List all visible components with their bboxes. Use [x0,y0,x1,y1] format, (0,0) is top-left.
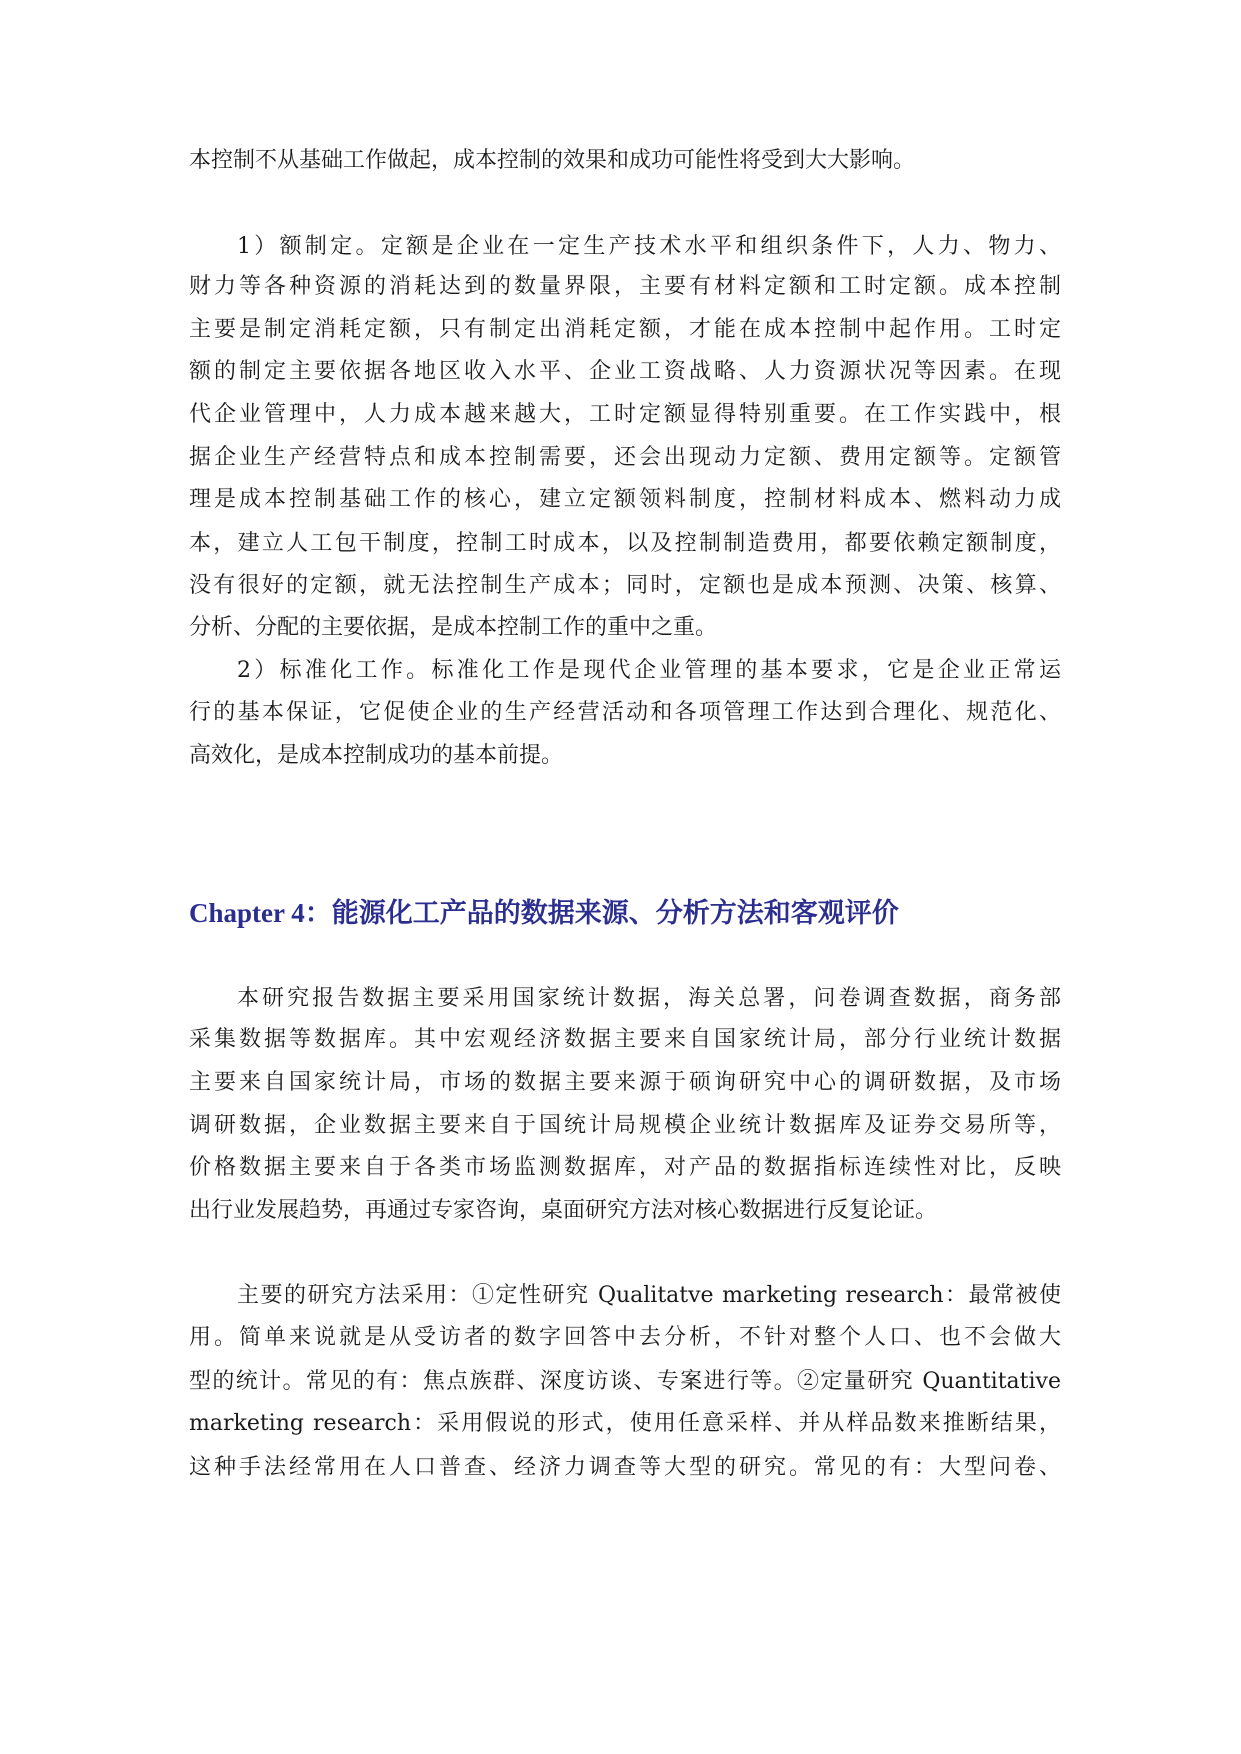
paragraph-line: 高效化，是成本控制成功的基本前提。 [189,743,564,768]
chapter-number: Chapter 4： [189,898,332,928]
paragraph-line: 出行业发展趋势，再通过专家咨询，桌面研究方法对核心数据进行反复论证。 [189,1198,938,1223]
paragraph-line: 本，建立人工包干制度，控制工时成本，以及控制制造费用，都要依赖定额制度， [189,531,1061,556]
paragraph-line: 这种手法经常用在人口普查、经济力调查等大型的研究。常见的有：大型问卷、 [189,1455,1061,1480]
paragraph-line: 型的统计。常见的有：焦点族群、深度访谈、专案进行等。②定量研究 Quantitative [189,1369,1061,1394]
paragraph-line: 主要来自国家统计局，市场的数据主要来源于硕询研究中心的调研数据，及市场 [189,1070,1061,1095]
paragraph-line: 据企业生产经营特点和成本控制需要，还会出现动力定额、费用定额等。定额管 [189,445,1061,470]
paragraph-line: 没有很好的定额，就无法控制生产成本；同时，定额也是成本预测、决策、核算、 [189,573,1061,598]
paragraph-line: 行的基本保证，它促使企业的生产经营活动和各项管理工作达到合理化、规范化、 [189,700,1061,725]
paragraph-line: 代企业管理中，人力成本越来越大，工时定额显得特别重要。在工作实践中，根 [189,402,1061,427]
paragraph-line: 价格数据主要来自于各类市场监测数据库，对产品的数据指标连续性对比，反映 [189,1155,1061,1180]
paragraph-line: 采集数据等数据库。其中宏观经济数据主要来自国家统计局，部分行业统计数据 [189,1027,1061,1052]
paragraph-line: 财力等各种资源的消耗达到的数量界限，主要有材料定额和工时定额。成本控制 [189,274,1061,299]
paragraph-line: 本研究报告数据主要采用国家统计数据，海关总署，问卷调查数据，商务部 [237,986,1061,1011]
paragraph-line: 1）额制定。定额是企业在一定生产技术水平和组织条件下，人力、物力、 [237,234,1061,259]
paragraph-line: 主要是制定消耗定额，只有制定出消耗定额，才能在成本控制中起作用。工时定 [189,317,1061,342]
paragraph-line: 额的制定主要依据各地区收入水平、企业工资战略、人力资源状况等因素。在现 [189,359,1061,384]
paragraph-line: marketing research：采用假说的形式，使用任意采样、并从样品数来推断结果， [189,1411,1061,1436]
paragraph-line: 分析、分配的主要依据，是成本控制工作的重中之重。 [189,615,718,640]
paragraph-line: 主要的研究方法采用：①定性研究 Qualitatve marketing research：最常被使 [237,1283,1061,1308]
chapter-title: 能源化工产品的数据来源、分析方法和客观评价 [331,898,899,929]
paragraph-line: 调研数据，企业数据主要来自于国统计局规模企业统计数据库及证券交易所等， [189,1113,1061,1138]
paragraph-line: 理是成本控制基础工作的核心，建立定额领料制度，控制材料成本、燃料动力成 [189,487,1061,512]
paragraph-line: 用。简单来说就是从受访者的数字回答中去分析，不针对整个人口、也不会做大 [189,1325,1061,1350]
chapter-heading [189,895,899,932]
paragraph-line: 2）标准化工作。标准化工作是现代企业管理的基本要求，它是企业正常运 [237,658,1061,683]
paragraph-line: 本控制不从基础工作做起，成本控制的效果和成功可能性将受到大大影响。 [189,148,916,173]
